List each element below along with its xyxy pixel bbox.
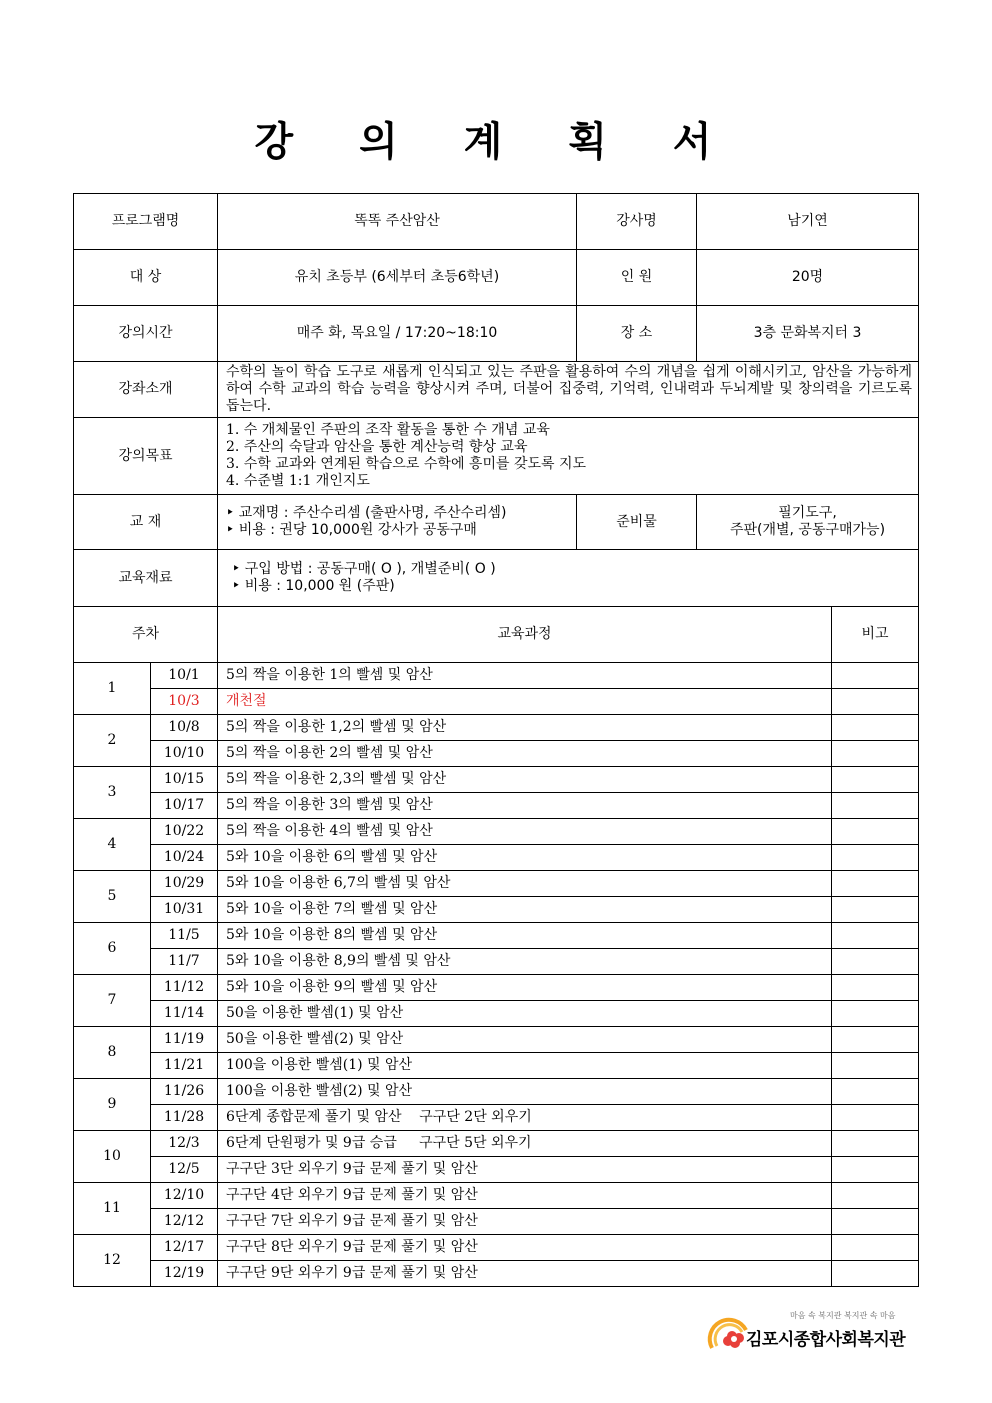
material-info xyxy=(218,550,919,607)
session-note xyxy=(832,715,919,741)
schedule-row xyxy=(74,819,919,845)
session-date: 10/10 xyxy=(151,741,218,767)
session-content: 5와 10을 이용한 7의 빨셈 및 암산 xyxy=(218,897,832,923)
session-note xyxy=(832,1079,919,1105)
schedule-row xyxy=(74,1235,919,1261)
session-note xyxy=(832,1261,919,1287)
schedule-row xyxy=(74,1209,919,1235)
session-content: 구구단 4단 외우기 9급 문제 풀기 및 암산 xyxy=(218,1183,832,1209)
session-content: 5와 10을 이용한 6의 빨셈 및 암산 xyxy=(218,845,832,871)
session-note xyxy=(832,975,919,1001)
session-note xyxy=(832,1183,919,1209)
supplies-info xyxy=(697,495,919,550)
schedule-row xyxy=(74,1183,919,1209)
session-date: 10/15 xyxy=(151,767,218,793)
time-value: 매주 화, 목요일 / 17:20~18:10 xyxy=(218,306,577,362)
material-line: ‣ 비용 : 10,000 원 (주판) xyxy=(232,578,395,594)
session-content: 5의 짝을 이용한 4의 빨셈 및 암산 xyxy=(218,819,832,845)
session-content: 개천절 xyxy=(218,689,832,715)
course-header: 교육과정 xyxy=(218,607,832,663)
session-note xyxy=(832,689,919,715)
textbook-line: ‣ 교재명 : 주산수리셈 (출판사명, 주산수리셈) xyxy=(226,505,507,521)
week-number: 10 xyxy=(74,1131,151,1183)
session-date: 11/28 xyxy=(151,1105,218,1131)
session-content: 50을 이용한 빨셈(2) 및 암산 xyxy=(218,1027,832,1053)
session-content: 구구단 9단 외우기 9급 문제 풀기 및 암산 xyxy=(218,1261,832,1287)
place-value: 3층 문화복지터 3 xyxy=(697,306,919,362)
goal-list xyxy=(218,418,919,495)
session-date: 12/19 xyxy=(151,1261,218,1287)
schedule-row xyxy=(74,1157,919,1183)
schedule-row xyxy=(74,1079,919,1105)
schedule-body xyxy=(74,663,919,1287)
session-note xyxy=(832,845,919,871)
logo-name: 김포시종합사회복지관 xyxy=(746,1330,906,1350)
session-note xyxy=(832,1157,919,1183)
session-content: 구구단 7단 외우기 9급 문제 풀기 및 암산 xyxy=(218,1209,832,1235)
schedule-row xyxy=(74,897,919,923)
session-note xyxy=(832,767,919,793)
schedule-row xyxy=(74,741,919,767)
session-date: 11/19 xyxy=(151,1027,218,1053)
supplies-line: 주판(개별, 공동구매가능) xyxy=(729,522,886,538)
week-number: 1 xyxy=(74,663,151,715)
session-content: 5의 짝을 이용한 1,2의 빨셈 및 암산 xyxy=(218,715,832,741)
session-note xyxy=(832,1235,919,1261)
session-content: 구구단 3단 외우기 9급 문제 풀기 및 암산 xyxy=(218,1157,832,1183)
schedule-row xyxy=(74,949,919,975)
week-number: 4 xyxy=(74,819,151,871)
schedule-row xyxy=(74,871,919,897)
goal-label: 강의목표 xyxy=(74,418,218,495)
session-note xyxy=(832,819,919,845)
session-date: 10/3 xyxy=(151,689,218,715)
session-note xyxy=(832,1053,919,1079)
material-label: 교육재료 xyxy=(74,550,218,607)
week-number: 2 xyxy=(74,715,151,767)
goal-item: 3. 수학 교과와 연계된 학습으로 수학에 흥미를 갖도록 지도 xyxy=(226,456,587,472)
session-date: 11/21 xyxy=(151,1053,218,1079)
week-number: 12 xyxy=(74,1235,151,1287)
lecture-plan-table xyxy=(73,193,919,1287)
instructor-label: 강사명 xyxy=(577,194,697,250)
week-number: 9 xyxy=(74,1079,151,1131)
session-date: 12/10 xyxy=(151,1183,218,1209)
goal-item: 4. 수준별 1:1 개인지도 xyxy=(226,473,370,489)
session-date: 11/5 xyxy=(151,923,218,949)
goal-item: 1. 수 개체물인 주판의 조작 활동을 통한 수 개념 교육 xyxy=(226,422,550,438)
session-date: 11/26 xyxy=(151,1079,218,1105)
organization-logo xyxy=(706,1306,926,1358)
week-number: 6 xyxy=(74,923,151,975)
session-note xyxy=(832,663,919,689)
session-note xyxy=(832,741,919,767)
supplies-label: 준비물 xyxy=(577,495,697,550)
schedule-row xyxy=(74,1261,919,1287)
textbook-line: ‣ 비용 : 권당 10,000원 강사가 공동구매 xyxy=(226,522,477,538)
schedule-row xyxy=(74,715,919,741)
session-date: 11/12 xyxy=(151,975,218,1001)
session-note xyxy=(832,923,919,949)
program-label: 프로그램명 xyxy=(74,194,218,250)
session-content: 5와 10을 이용한 8의 빨셈 및 암산 xyxy=(218,923,832,949)
goal-item: 2. 주산의 숙달과 암산을 통한 계산능력 향상 교육 xyxy=(226,439,528,455)
week-header: 주차 xyxy=(74,607,218,663)
session-date: 11/14 xyxy=(151,1001,218,1027)
session-note xyxy=(832,949,919,975)
session-date: 10/17 xyxy=(151,793,218,819)
program-value: 똑똑 주산암산 xyxy=(218,194,577,250)
supplies-line: 필기도구, xyxy=(778,505,837,521)
session-date: 10/8 xyxy=(151,715,218,741)
session-content: 100을 이용한 빨셈(2) 및 암산 xyxy=(218,1079,832,1105)
textbook-label: 교 재 xyxy=(74,495,218,550)
session-content: 5의 짝을 이용한 2,3의 빨셈 및 암산 xyxy=(218,767,832,793)
schedule-row xyxy=(74,1053,919,1079)
week-number: 5 xyxy=(74,871,151,923)
place-label: 장 소 xyxy=(577,306,697,362)
session-content: 5의 짝을 이용한 3의 빨셈 및 암산 xyxy=(218,793,832,819)
session-content: 50을 이용한 빨셈(1) 및 암산 xyxy=(218,1001,832,1027)
session-content: 구구단 8단 외우기 9급 문제 풀기 및 암산 xyxy=(218,1235,832,1261)
schedule-row xyxy=(74,1105,919,1131)
schedule-row xyxy=(74,975,919,1001)
session-content: 6단계 종합문제 풀기 및 암산 구구단 2단 외우기 xyxy=(218,1105,832,1131)
schedule-row xyxy=(74,793,919,819)
session-note xyxy=(832,793,919,819)
schedule-row xyxy=(74,1001,919,1027)
instructor-value: 남기연 xyxy=(697,194,919,250)
session-date: 10/24 xyxy=(151,845,218,871)
session-note xyxy=(832,1209,919,1235)
session-date: 10/31 xyxy=(151,897,218,923)
target-label: 대 상 xyxy=(74,250,218,306)
session-date: 12/5 xyxy=(151,1157,218,1183)
intro-text: 수학의 놀이 학습 도구로 새롭게 인식되고 있는 주판을 활용하여 수의 개념을 쉽게 이해시키고, 암산을 가능하게 하여 수학 교과의 학습 능력을 향상시켜 주며, 더불어 집중력, 기억력, 인내력과 두뇌계발 및 창의력을 기르도록 돕는다. xyxy=(218,362,919,418)
week-number: 3 xyxy=(74,767,151,819)
session-note xyxy=(832,1027,919,1053)
capacity-value: 20명 xyxy=(697,250,919,306)
schedule-row xyxy=(74,1131,919,1157)
schedule-row xyxy=(74,845,919,871)
time-label: 강의시간 xyxy=(74,306,218,362)
session-date: 12/17 xyxy=(151,1235,218,1261)
capacity-label: 인 원 xyxy=(577,250,697,306)
logo-tagline: 마음 속 복지관 복지관 속 마음 xyxy=(790,1311,896,1320)
session-date: 10/22 xyxy=(151,819,218,845)
session-note xyxy=(832,1131,919,1157)
schedule-row xyxy=(74,923,919,949)
session-content: 5와 10을 이용한 9의 빨셈 및 암산 xyxy=(218,975,832,1001)
schedule-row xyxy=(74,689,919,715)
week-number: 8 xyxy=(74,1027,151,1079)
session-note xyxy=(832,897,919,923)
session-note xyxy=(832,871,919,897)
week-number: 7 xyxy=(74,975,151,1027)
schedule-row xyxy=(74,663,919,689)
textbook-info xyxy=(218,495,577,550)
session-date: 10/29 xyxy=(151,871,218,897)
session-date: 12/12 xyxy=(151,1209,218,1235)
schedule-row xyxy=(74,1027,919,1053)
session-note xyxy=(832,1105,919,1131)
schedule-row xyxy=(74,767,919,793)
intro-label: 강좌소개 xyxy=(74,362,218,418)
session-date: 12/3 xyxy=(151,1131,218,1157)
target-value: 유치 초등부 (6세부터 초등6학년) xyxy=(218,250,577,306)
session-content: 100을 이용한 빨셈(1) 및 암산 xyxy=(218,1053,832,1079)
session-content: 5와 10을 이용한 8,9의 빨셈 및 암산 xyxy=(218,949,832,975)
session-date: 11/7 xyxy=(151,949,218,975)
session-date: 10/1 xyxy=(151,663,218,689)
session-content: 5와 10을 이용한 6,7의 빨셈 및 암산 xyxy=(218,871,832,897)
week-number: 11 xyxy=(74,1183,151,1235)
session-note xyxy=(832,1001,919,1027)
page-title: 강 의 계 획 서 xyxy=(254,119,738,165)
session-content: 6단계 단원평가 및 9급 승급 구구단 5단 외우기 xyxy=(218,1131,832,1157)
note-header: 비고 xyxy=(832,607,919,663)
session-content: 5의 짝을 이용한 1의 빨셈 및 암산 xyxy=(218,663,832,689)
material-line: ‣ 구입 방법 : 공동구매( O ), 개별준비( O ) xyxy=(232,561,496,577)
session-content: 5의 짝을 이용한 2의 빨셈 및 암산 xyxy=(218,741,832,767)
